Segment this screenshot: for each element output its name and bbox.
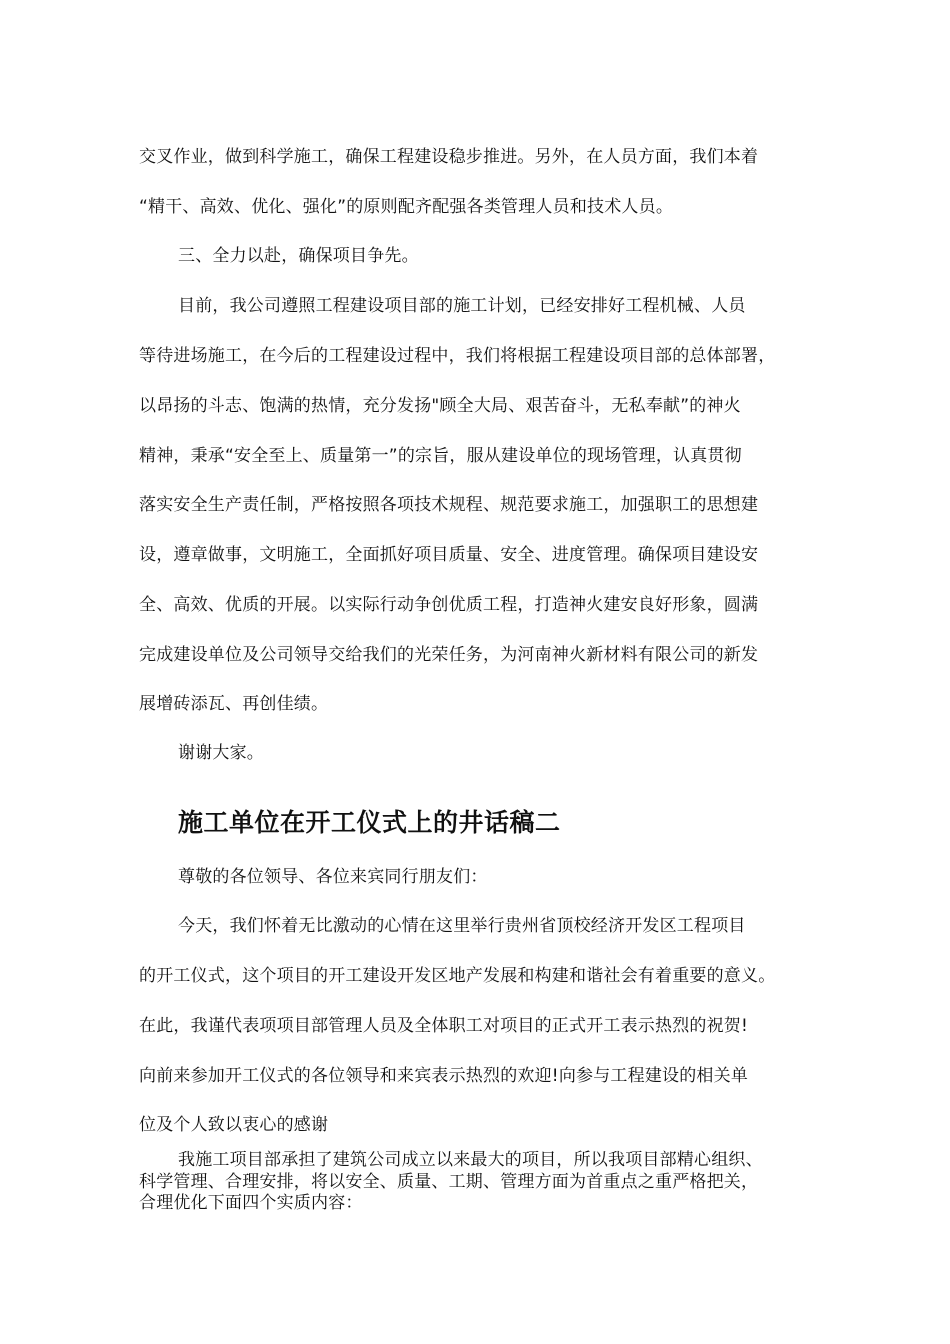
paragraph-line: 设，遵章做事，文明施工，全面抓好项目质量、安全、进度管理。确保项目建设安	[139, 545, 759, 565]
section-heading: 施工单位在开工仪式上的井话稿二	[178, 808, 561, 837]
paragraph-line: 我施工项目部承担了建筑公司成立以来最大的项目，所以我项目部精心组织、	[178, 1150, 763, 1170]
paragraph-line: 精神，秉承“安全至上、质量第一”的宗旨，服从建设单位的现场管理，认真贯彻	[139, 446, 742, 466]
paragraph-line: 目前，我公司遵照工程建设项目部的施工计划，已经安排好工程机械、人员	[178, 296, 746, 316]
paragraph-line: “精干、高效、优化、强化”的原则配齐配强各类管理人员和技术人员。	[139, 197, 674, 217]
paragraph-line: 在此，我谨代表项项目部管理人员及全体职工对项目的正式开工表示热烈的祝贺!	[139, 1016, 749, 1036]
paragraph-line: 向前来参加开工仪式的各位领导和来宾表示热烈的欢迎!向参与工程建设的相关单	[139, 1066, 749, 1086]
closing-line: 谢谢大家。	[178, 743, 264, 763]
paragraph-line: 今天，我们怀着无比激动的心情在这里举行贵州省顶校经济开发区工程项目	[178, 916, 746, 936]
greeting-line: 尊敬的各位领导、各位来宾同行朋友们：	[178, 867, 488, 887]
paragraph-line: 以昂扬的斗志、饱满的热情，充分发扬"顾全大局、艰苦奋斗，无私奉献”的神火	[139, 396, 741, 416]
section-title: 三、全力以赴，确保项目争先。	[178, 246, 419, 266]
paragraph-line: 落实安全生产责任制，严格按照各项技术规程、规范要求施工，加强职工的思想建	[139, 495, 759, 515]
paragraph-line: 的开工仪式，这个项目的开工建设开发区地产发展和构建和谐社会有着重要的意义。	[139, 966, 776, 986]
paragraph-line: 完成建设单位及公司领导交给我们的光荣任务，为河南神火新材料有限公司的新发	[139, 645, 759, 665]
paragraph-line: 等待进场施工，在今后的工程建设过程中，我们将根据工程建设项目部的总体部署，	[139, 346, 776, 366]
paragraph-line: 位及个人致以衷心的感谢	[139, 1115, 329, 1135]
paragraph-line: 科学管理、合理安排，将以安全、质量、工期、管理方面为首重点之重严格把关，	[139, 1172, 759, 1192]
paragraph-line: 展增砖添瓦、再创佳绩。	[139, 694, 329, 714]
paragraph-line: 交叉作业，做到科学施工，确保工程建设稳步推进。另外，在人员方面，我们本着	[139, 147, 759, 167]
paragraph-line: 全、高效、优质的开展。以实际行动争创优质工程，打造神火建安良好形象，圆满	[139, 595, 759, 615]
paragraph-line: 合理优化下面四个实质内容：	[139, 1193, 363, 1213]
